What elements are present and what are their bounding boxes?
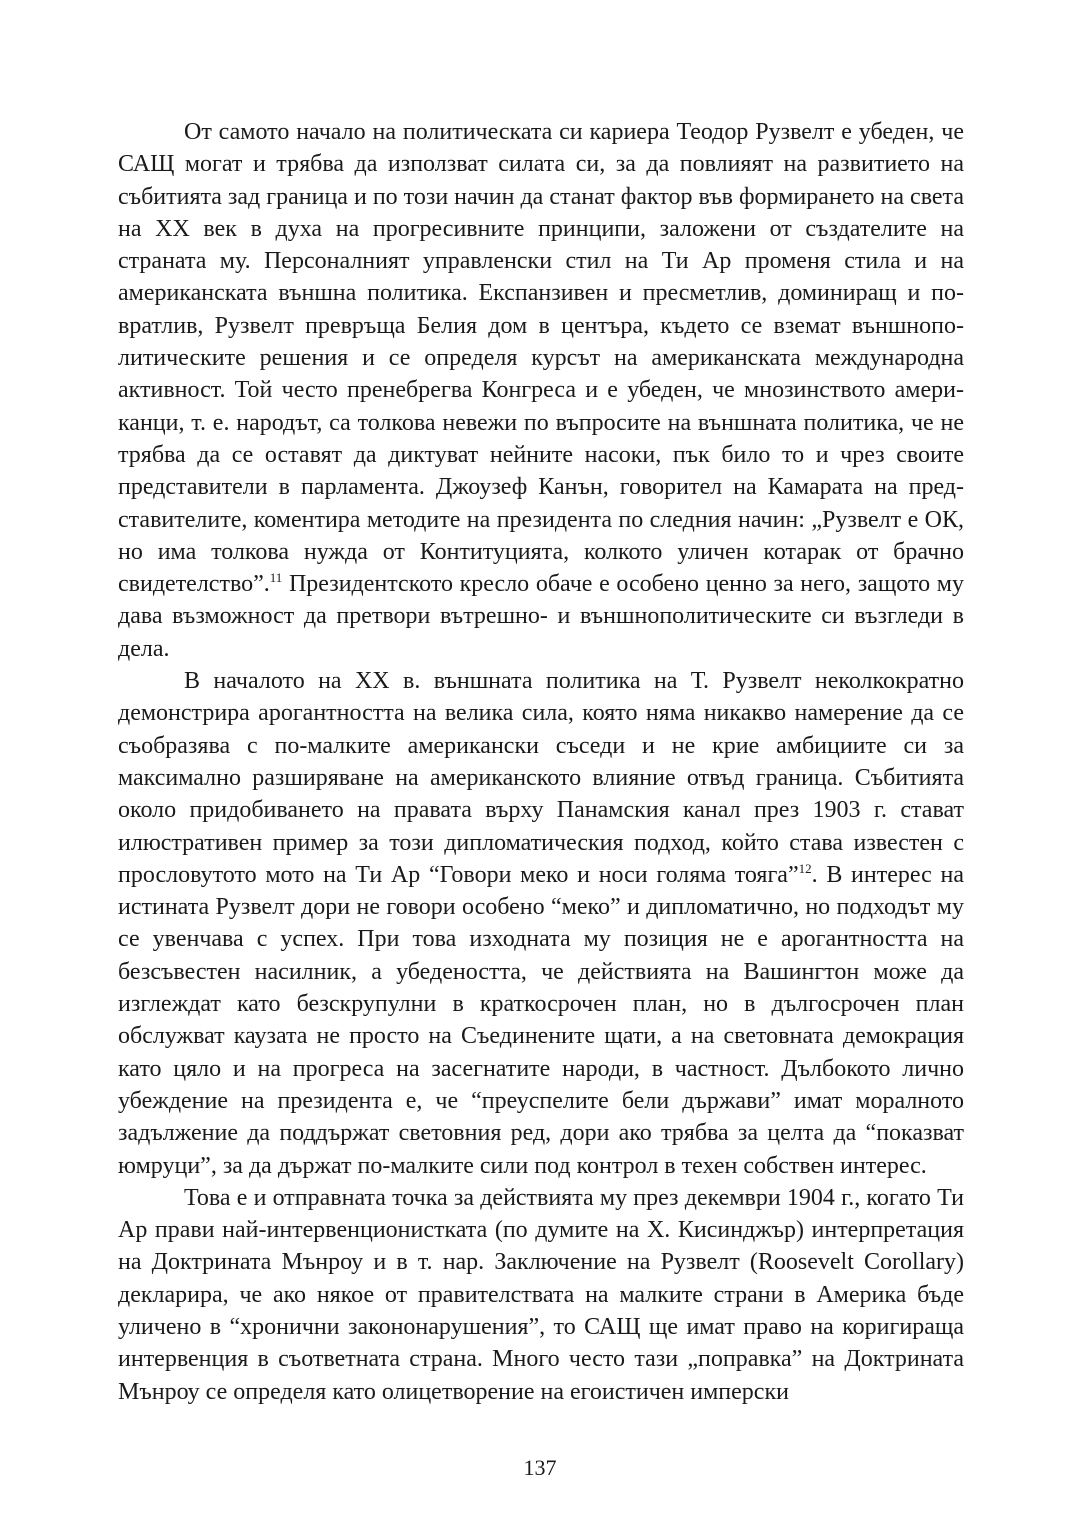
paragraph-2 xyxy=(118,665,964,1182)
page-body xyxy=(118,116,964,1408)
paragraph-2-text-b: . В интерес на истината Рузвелт дори не говори особено “меко” и дипломатично, но подходът му се увенчава с успех. При това изходната му позиция не е арогантността на безсъвестен насилник, а убедеността, че действията на Вашингтон може да изглеждат като безскрупулни в краткосрочен план, но в дългосрочен план обслужват каузата не просто на Съединените щати, а на световната демокрация като цяло и на прогреса на засегнатите народи, в частност. Дълбокото лично убеждение на президента е, че “преуспелите бели държави” имат моралното задължение да поддържат световния ред, дори ако трябва за целта да “показват юмруци”, за да държат по-малките сили под контрол в техен собствен интерес. xyxy=(118,861,965,1179)
page-number: 137 xyxy=(523,1455,557,1480)
footnote-ref-12[interactable]: 12 xyxy=(798,860,812,876)
footnote-ref-11[interactable]: 11 xyxy=(269,570,283,586)
paragraph-1-text-b: Президентското кресло обаче е особено ценно за него, защото му дава възможност да претвори вътрешно- и външнополитическите си възгледи в дела. xyxy=(118,571,964,662)
paragraph-1-text-a: От самото начало на политическата си кариера Теодор Рузвелт е убеден, че САЩ могат и трябва да използват силата си, за да повлияят на развитието на събитията зад граница и по този начин да станат фактор във формирането на света на XX век в духа на прогресивните принципи, заложени от създателите на страната му. Персоналният управленски стил на Ти Ар променя стила и на американската външна политика. Експанзивен и пресметлив, доминиращ и повратлив, Рузвелт превръща Белия дом в центъра, където се вземат външнополитическите решения и се определя курсът на американската международна активност. Той често пренебрегва Конгреса и е убеден, че мнозинството американци, т. е. народът, са толкова невежи по въпросите на външната политика, че не трябва да се оставят да диктуват нейните насоки, пък било то и чрез своите представители в парламента. Джоузеф Канън, говорител на Камарата на представителите, коментира методите на президента по следния начин: „Рузвелт е ОК, но има толкова нужда от Контитуцията, колкото уличен котарак от брачно свидетелство”. xyxy=(118,119,964,598)
paragraph-2-text-a: В началото на XX в. външната политика на Т. Рузвелт неколкократно демонстрира арогантността на велика сила, която няма никакво намерение да се съобразява с по-малките американски съседи и не крие амбициите си за максимално разширяване на американското влияние отвъд граница. Събитията около придобиването на правата върху Панамския канал през 1903 г. стават илюстративен пример за този дипломатическия подход, който става известен с прословутото мото на Ти Ар “Говори меко и носи голяма тояга” xyxy=(118,668,964,888)
paragraph-1 xyxy=(118,116,964,665)
paragraph-3-text: Това е и отправната точка за действията му през декември 1904 г., когато Ти Ар прави най-интервенционистката (по думите на Х. Кисинджър) интерпретация на Доктрината Мънроу и в т. нар. Заключение на Рузвелт (Roosevelt Corollary) декларира, че ако някое от правителствата на малките страни в Америка бъде уличено в “хронични закононарушения”, то САЩ ще имат право на коригираща интервенция в съответната страна. Много често тази „поправка” на Доктрината Мънроу се определя като олицетворение на егоистичен имперски xyxy=(118,1184,964,1405)
paragraph-3 xyxy=(118,1182,964,1408)
